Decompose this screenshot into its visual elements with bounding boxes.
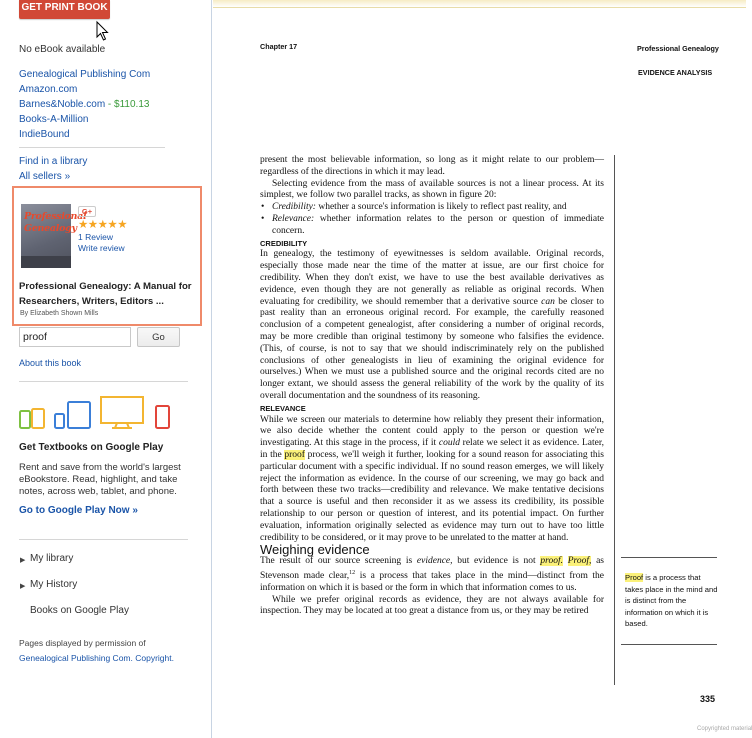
search-highlight: Proof, [567,556,592,567]
device-icons [19,396,179,432]
chapter-header: Chapter 17 [260,42,298,51]
margin-note: Proof is a process that takes place in the mind and is distinct from the information on which it is based. [625,573,718,628]
expand-arrow-icon[interactable]: ▶ [20,583,26,590]
books-on-google-play-link[interactable]: Books on Google Play [30,605,129,616]
paragraph: The result of our source screening is evidence, but evidence is not proof. Proof, as Stevenson made clear,$^{12}$ is a process that takes place in the mind—distinct from the information on which it is based or the form in which that information comes to us. [260,556,605,593]
book-title-header: Professional Genealogy [637,44,719,53]
go-button[interactable]: Go [137,327,180,347]
page-body-text [260,155,604,618]
search-in-book-input[interactable] [19,327,131,347]
section-header: EVIDENCE ANALYSIS [638,68,713,77]
get-print-book-button[interactable]: GET PRINT BOOK [19,0,110,19]
seller-link-indiebound[interactable]: IndieBound [19,129,70,140]
no-ebook-text: No eBook available [19,44,106,55]
find-in-library-link[interactable]: Find in a library [19,156,88,167]
book-title: Professional Genealogy: A Manual for Researchers, Writers, Editors ... [19,281,192,307]
subheading-relevance: RELEVANCE [260,403,306,413]
all-sellers-link[interactable]: All sellers » [19,171,71,182]
my-library-link[interactable]: My library [30,553,74,564]
publisher-copyright-link[interactable]: Genealogical Publishing Com. Copyright. [19,653,174,663]
seller-link-amazon[interactable]: Amazon.com [19,84,78,95]
google-play-cta-link[interactable]: Go to Google Play Now » [19,505,138,516]
book-page-viewer[interactable] [213,0,752,738]
sidebar [0,0,212,738]
search-highlight: proof [284,449,305,460]
page-top-border [213,0,746,8]
arrow-cursor-icon [96,21,110,41]
divider [19,147,165,148]
column-rule [614,155,615,685]
expand-arrow-icon[interactable]: ▶ [20,557,26,564]
book-cover[interactable]: Professional Genealogy [21,204,71,268]
search-highlight: proof. [540,556,564,567]
bullet-item: • Credibility: whether a source's information is likely to reflect past reality, and [260,202,604,214]
paragraph: Selecting evidence from the mass of available sources is not a linear process. At its simplest, we follow two parallel tracks, as shown in figure 20: [260,178,604,201]
book-author: By Elizabeth Shown Mills [20,310,99,317]
bullet-item: • Relevance: whether information relates to the person or question of immediate concern. [260,214,604,238]
paragraph: In genealogy, the testimony of eyewitnesses is seldom available. Original records, especially those made near the time of the matter at issue, are our first choice for credibility. When they don't exist, we have to use the best available derivatives as evidence, even though they are not generally as reliable as original records. When evaluating for credibility, we should remember that a derivative source can be closer to past reality than an erroneous original record. For example, the carefully reasoned conclusion of a competent genealogist, after considering a number of original records, may be more credible than original testimony by someone who falsifies the evidence. (This, of course, is not to say that we should indiscriminately rely on the published conclusions of other genealogists in lieu of examining the original evidence for ourselves.) When we must use a published source and the original records cited are no longer extant, we should assess the general reliability of the work by the quality of its overall documentation and the soundness of its reasoning. [260,249,604,401]
my-history-link[interactable]: My History [30,579,78,590]
write-review-link[interactable]: Write review [78,243,125,253]
search-highlight: Proof [625,573,644,582]
paragraph: present the most believable information, so long as it might relate to our problem—regardless of the directions in which it may lead. [260,155,604,177]
note-rule [621,644,717,645]
seller-link-books-a-million[interactable]: Books-A-Million [19,114,89,125]
about-book-link[interactable]: About this book [19,358,82,368]
copyright-watermark: Copyrighted material [697,726,752,732]
google-plus-icon[interactable]: G+ [78,206,96,217]
promo-title: Get Textbooks on Google Play [19,442,164,453]
seller-link-genealogical[interactable]: Genealogical Publishing Com [19,69,151,80]
note-rule [621,557,717,558]
subheading-credibility: CREDIBILITY [260,238,308,248]
divider [19,539,188,540]
section-heading-weighing: Weighing evidence [260,542,370,558]
paragraph: While we prefer original records as evidence, they are not always available for inspection. They may be located at too great a distance from us, or they may be retired [260,594,604,617]
reviews-link[interactable]: 1 Review [78,232,113,242]
page-number: 335 [700,694,716,704]
seller-barnes-noble[interactable]: Barnes&Noble.com - $110.13 [19,99,150,110]
paragraph: While we screen our materials to determine how reliably they present their information, we also decide whether the content could apply to the person or question we're investigating. At this stage in the process, if it could relate we select it as evidence. Later, in the proof process, we'll weigh it further, looking for a sound reason for associating this particular document with a specific individual. If no sound reason emerges, we will likely reject the information as evidence. In the course of our screening, we may go back and forth between these two tracks—credibility and relevance. We make tentative decisions that a source is useful and then reconsider it as we assess its credibility, its possible relationship to our person or question of interest, and its potential impact. On further evaluation, information originally selected as evidence may turn out to have too little credibility to be considered, or it may prove to be unrelated to the matter at hand. [260,414,604,543]
seller-link-barnes-noble[interactable]: Barnes&Noble.com [19,99,106,110]
rating-stars: ★★★★★ [78,219,128,231]
book-info-card [12,186,202,326]
promo-body: Rent and save from the world's largest eBookstore. Read, highlight, and take notes, across web, tablet, and phone. [19,462,181,497]
permission-text: Pages displayed by permission of [19,638,146,648]
divider [19,381,188,382]
seller-price: $110.13 [114,99,150,110]
